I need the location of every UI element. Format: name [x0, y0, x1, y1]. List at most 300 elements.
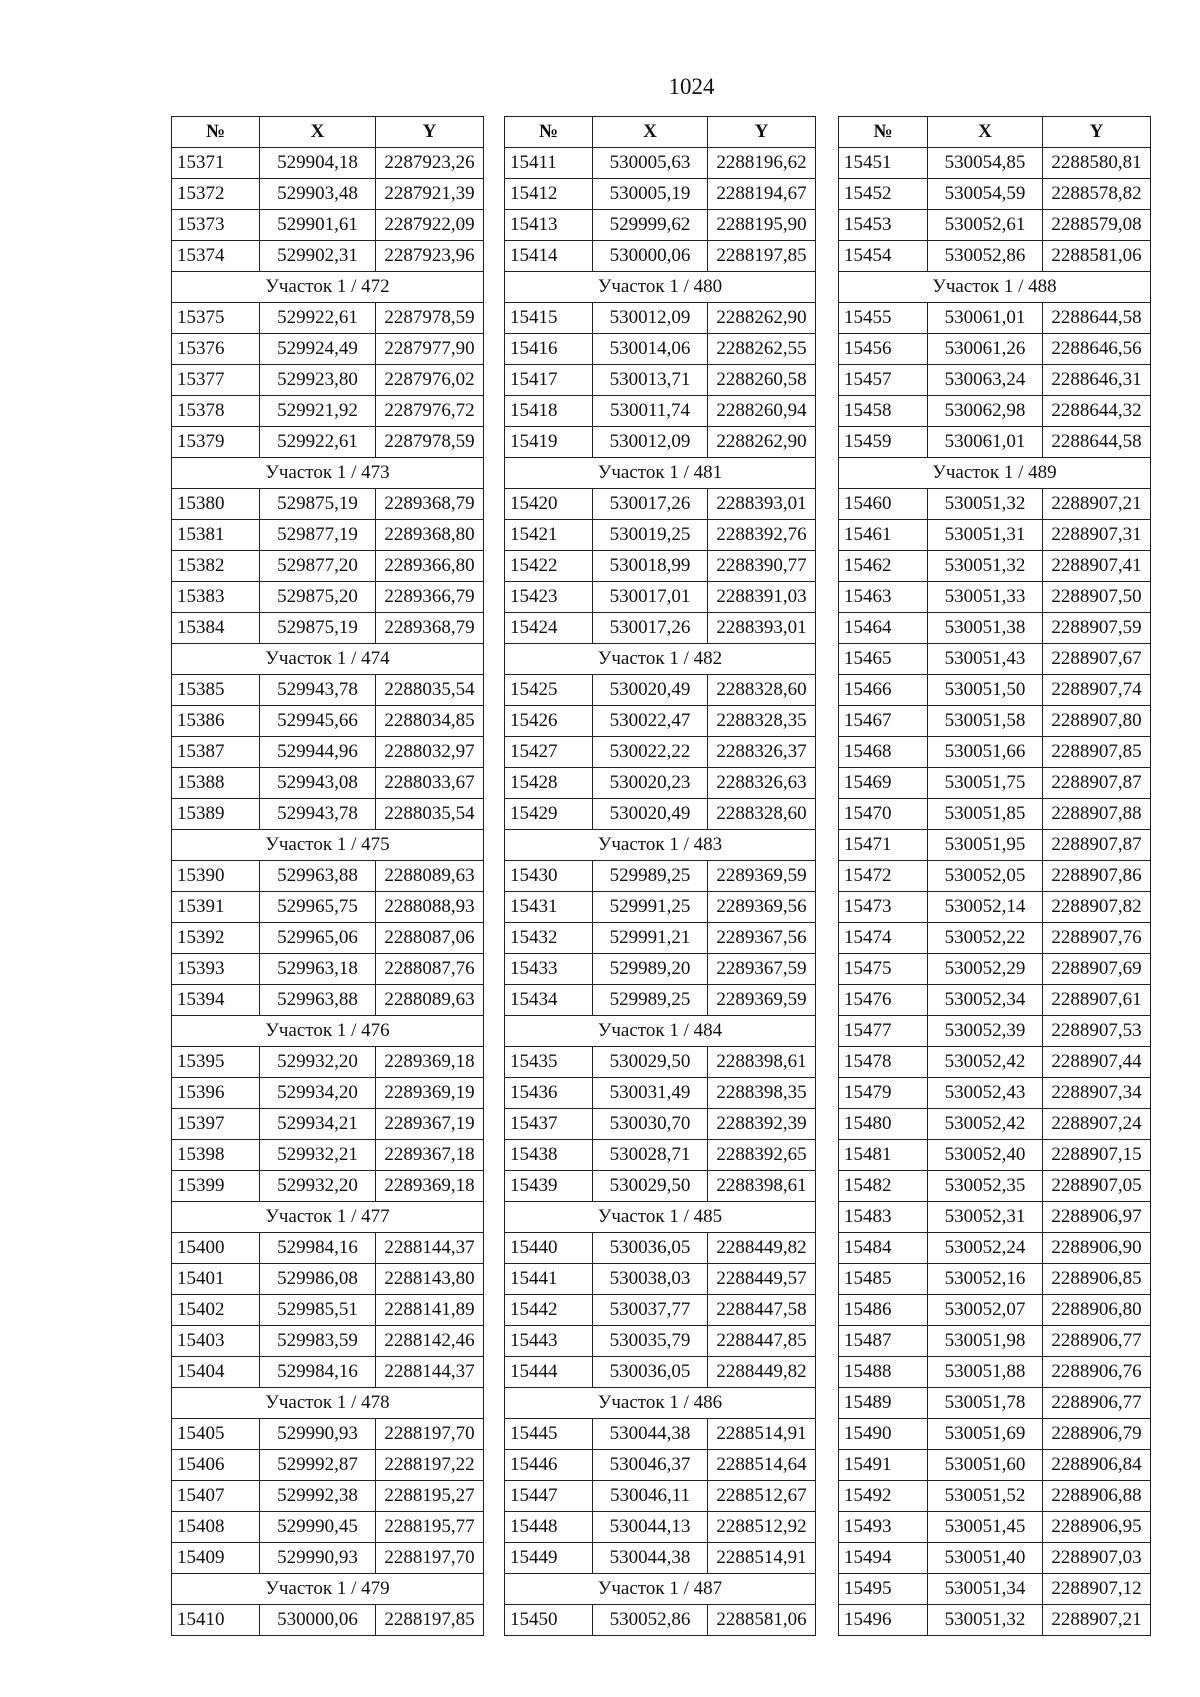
x-coordinate-cell: 530051,31: [928, 520, 1043, 551]
section-row: [505, 1202, 816, 1233]
table-row: [505, 1481, 816, 1512]
point-number-cell: 15425: [505, 675, 593, 706]
y-coordinate-cell: 2289368,80: [376, 520, 484, 551]
x-coordinate-cell: 530014,06: [593, 334, 708, 365]
point-number-cell: 15381: [172, 520, 260, 551]
x-coordinate-cell: 529963,88: [260, 861, 376, 892]
y-coordinate-cell: 2288907,31: [1043, 520, 1151, 551]
point-number-cell: 15427: [505, 737, 593, 768]
y-coordinate-cell: 2288393,01: [708, 489, 816, 520]
y-coordinate-cell: 2289367,56: [708, 923, 816, 954]
point-number-cell: 15429: [505, 799, 593, 830]
x-coordinate-cell: 530051,52: [928, 1481, 1043, 1512]
x-coordinate-cell: 530054,59: [928, 179, 1043, 210]
x-coordinate-cell: 529943,78: [260, 799, 376, 830]
x-coordinate-cell: 529990,45: [260, 1512, 376, 1543]
x-coordinate-cell: 530051,43: [928, 644, 1043, 675]
y-coordinate-cell: 2289369,56: [708, 892, 816, 923]
section-label: Участок 1 / 481: [505, 458, 816, 489]
y-coordinate-cell: 2288196,62: [708, 148, 816, 179]
table-row: [839, 1109, 1151, 1140]
point-number-cell: 15382: [172, 551, 260, 582]
table-row: [172, 489, 484, 520]
point-number-cell: 15456: [839, 334, 928, 365]
point-number-cell: 15478: [839, 1047, 928, 1078]
table-row: [505, 582, 816, 613]
point-number-cell: 15414: [505, 241, 593, 272]
x-coordinate-cell: 530052,31: [928, 1202, 1043, 1233]
point-number-cell: 15463: [839, 582, 928, 613]
x-coordinate-cell: 529945,66: [260, 706, 376, 737]
point-number-cell: 15474: [839, 923, 928, 954]
y-coordinate-cell: 2288514,91: [708, 1543, 816, 1574]
table-row: [172, 1140, 484, 1171]
point-number-cell: 15494: [839, 1543, 928, 1574]
table-row: [839, 985, 1151, 1016]
point-number-cell: 15482: [839, 1171, 928, 1202]
y-coordinate-cell: 2288907,88: [1043, 799, 1151, 830]
x-coordinate-cell: 530052,43: [928, 1078, 1043, 1109]
point-number-cell: 15420: [505, 489, 593, 520]
point-number-cell: 15457: [839, 365, 928, 396]
x-coordinate-cell: 529903,48: [260, 179, 376, 210]
y-coordinate-cell: 2288907,24: [1043, 1109, 1151, 1140]
y-coordinate-cell: 2288328,60: [708, 799, 816, 830]
point-number-cell: 15433: [505, 954, 593, 985]
section-label: Участок 1 / 472: [172, 272, 484, 303]
point-number-cell: 15397: [172, 1109, 260, 1140]
y-coordinate-cell: 2288907,05: [1043, 1171, 1151, 1202]
x-coordinate-cell: 529875,19: [260, 489, 376, 520]
section-label: Участок 1 / 485: [505, 1202, 816, 1233]
point-number-cell: 15458: [839, 396, 928, 427]
table-row: [172, 334, 484, 365]
x-coordinate-cell: 529990,93: [260, 1419, 376, 1450]
y-coordinate-cell: 2288262,90: [708, 427, 816, 458]
table-row: [839, 489, 1151, 520]
y-coordinate-cell: 2288326,63: [708, 768, 816, 799]
table-row: [505, 1233, 816, 1264]
table-row: [172, 892, 484, 923]
x-coordinate-cell: 530051,60: [928, 1450, 1043, 1481]
y-coordinate-cell: 2288087,06: [376, 923, 484, 954]
x-coordinate-cell: 530052,07: [928, 1295, 1043, 1326]
point-number-cell: 15475: [839, 954, 928, 985]
x-coordinate-cell: 530044,38: [593, 1543, 708, 1574]
x-coordinate-cell: 530029,50: [593, 1047, 708, 1078]
table-row: [172, 582, 484, 613]
section-row: [172, 1202, 484, 1233]
x-coordinate-cell: 529965,75: [260, 892, 376, 923]
table-row: [839, 861, 1151, 892]
table-row: [839, 1078, 1151, 1109]
y-coordinate-cell: 2288906,85: [1043, 1264, 1151, 1295]
point-number-cell: 15481: [839, 1140, 928, 1171]
x-coordinate-cell: 529875,20: [260, 582, 376, 613]
header-x: X: [928, 117, 1043, 148]
y-coordinate-cell: 2288197,85: [376, 1605, 484, 1636]
y-coordinate-cell: 2288644,32: [1043, 396, 1151, 427]
y-coordinate-cell: 2288141,89: [376, 1295, 484, 1326]
y-coordinate-cell: 2288907,53: [1043, 1016, 1151, 1047]
table-row: [839, 551, 1151, 582]
y-coordinate-cell: 2288195,27: [376, 1481, 484, 1512]
table-row: [172, 768, 484, 799]
point-number-cell: 15436: [505, 1078, 593, 1109]
y-coordinate-cell: 2288392,65: [708, 1140, 816, 1171]
table-row: [505, 396, 816, 427]
section-row: [505, 1388, 816, 1419]
point-number-cell: 15380: [172, 489, 260, 520]
point-number-cell: 15431: [505, 892, 593, 923]
point-number-cell: 15488: [839, 1357, 928, 1388]
header-y: Y: [1043, 117, 1151, 148]
x-coordinate-cell: 530031,49: [593, 1078, 708, 1109]
header-x: X: [593, 117, 708, 148]
section-label: Участок 1 / 487: [505, 1574, 816, 1605]
y-coordinate-cell: 2288906,95: [1043, 1512, 1151, 1543]
x-coordinate-cell: 530052,42: [928, 1109, 1043, 1140]
y-coordinate-cell: 2288260,58: [708, 365, 816, 396]
table-row: [505, 954, 816, 985]
table-row: [505, 1605, 816, 1636]
table-row: [839, 1605, 1151, 1636]
point-number-cell: 15465: [839, 644, 928, 675]
table-row: [505, 1450, 816, 1481]
table-row: [505, 923, 816, 954]
x-coordinate-cell: 529999,62: [593, 210, 708, 241]
x-coordinate-cell: 530044,38: [593, 1419, 708, 1450]
x-coordinate-cell: 529965,06: [260, 923, 376, 954]
y-coordinate-cell: 2289367,59: [708, 954, 816, 985]
table-row: [505, 675, 816, 706]
table-row: [505, 1171, 816, 1202]
point-number-cell: 15374: [172, 241, 260, 272]
x-coordinate-cell: 530052,61: [928, 210, 1043, 241]
x-coordinate-cell: 529943,08: [260, 768, 376, 799]
y-coordinate-cell: 2288144,37: [376, 1233, 484, 1264]
section-row: [839, 272, 1151, 303]
y-coordinate-cell: 2289368,79: [376, 613, 484, 644]
section-row: [505, 830, 816, 861]
y-coordinate-cell: 2288197,22: [376, 1450, 484, 1481]
y-coordinate-cell: 2288907,87: [1043, 830, 1151, 861]
section-row: [839, 458, 1151, 489]
section-row: [172, 1016, 484, 1047]
header-number: №: [839, 117, 928, 148]
point-number-cell: 15419: [505, 427, 593, 458]
point-number-cell: 15468: [839, 737, 928, 768]
table-row: [839, 830, 1151, 861]
y-coordinate-cell: 2289366,79: [376, 582, 484, 613]
table-row: [505, 1512, 816, 1543]
y-coordinate-cell: 2288906,80: [1043, 1295, 1151, 1326]
y-coordinate-cell: 2288581,06: [708, 1605, 816, 1636]
x-coordinate-cell: 530054,85: [928, 148, 1043, 179]
section-row: [505, 458, 816, 489]
x-coordinate-cell: 529989,25: [593, 861, 708, 892]
x-coordinate-cell: 530020,49: [593, 675, 708, 706]
x-coordinate-cell: 530061,26: [928, 334, 1043, 365]
point-number-cell: 15393: [172, 954, 260, 985]
y-coordinate-cell: 2287923,26: [376, 148, 484, 179]
point-number-cell: 15471: [839, 830, 928, 861]
x-coordinate-cell: 529875,19: [260, 613, 376, 644]
x-coordinate-cell: 529990,93: [260, 1543, 376, 1574]
y-coordinate-cell: 2288906,77: [1043, 1326, 1151, 1357]
x-coordinate-cell: 529944,96: [260, 737, 376, 768]
x-coordinate-cell: 530052,35: [928, 1171, 1043, 1202]
table-row: [505, 985, 816, 1016]
section-row: [172, 272, 484, 303]
table-row: [505, 613, 816, 644]
x-coordinate-cell: 530052,24: [928, 1233, 1043, 1264]
table-row: [839, 582, 1151, 613]
y-coordinate-cell: 2288326,37: [708, 737, 816, 768]
x-coordinate-cell: 530000,06: [593, 241, 708, 272]
y-coordinate-cell: 2288398,61: [708, 1047, 816, 1078]
table-row: [172, 396, 484, 427]
table-row: [839, 892, 1151, 923]
y-coordinate-cell: 2288906,90: [1043, 1233, 1151, 1264]
table-row: [505, 1357, 816, 1388]
y-coordinate-cell: 2288512,92: [708, 1512, 816, 1543]
x-coordinate-cell: 529921,92: [260, 396, 376, 427]
table-row: [505, 241, 816, 272]
x-coordinate-cell: 530051,38: [928, 613, 1043, 644]
table-row: [839, 1295, 1151, 1326]
x-coordinate-cell: 530029,50: [593, 1171, 708, 1202]
table-row: [839, 520, 1151, 551]
x-coordinate-cell: 530052,05: [928, 861, 1043, 892]
y-coordinate-cell: 2289369,59: [708, 861, 816, 892]
y-coordinate-cell: 2288907,86: [1043, 861, 1151, 892]
y-coordinate-cell: 2288907,76: [1043, 923, 1151, 954]
table-row: [839, 1512, 1151, 1543]
y-coordinate-cell: 2289367,18: [376, 1140, 484, 1171]
y-coordinate-cell: 2287976,02: [376, 365, 484, 396]
point-number-cell: 15391: [172, 892, 260, 923]
section-label: Участок 1 / 477: [172, 1202, 484, 1233]
table-row: [172, 1543, 484, 1574]
table-row: [172, 1078, 484, 1109]
point-number-cell: 15378: [172, 396, 260, 427]
y-coordinate-cell: 2288144,37: [376, 1357, 484, 1388]
point-number-cell: 15371: [172, 148, 260, 179]
x-coordinate-cell: 530013,71: [593, 365, 708, 396]
point-number-cell: 15451: [839, 148, 928, 179]
point-number-cell: 15440: [505, 1233, 593, 1264]
coordinate-table-3: [838, 116, 1151, 1636]
x-coordinate-cell: 529991,21: [593, 923, 708, 954]
y-coordinate-cell: 2288907,03: [1043, 1543, 1151, 1574]
x-coordinate-cell: 529901,61: [260, 210, 376, 241]
x-coordinate-cell: 530012,09: [593, 303, 708, 334]
x-coordinate-cell: 529992,87: [260, 1450, 376, 1481]
point-number-cell: 15417: [505, 365, 593, 396]
point-number-cell: 15454: [839, 241, 928, 272]
y-coordinate-cell: 2288195,90: [708, 210, 816, 241]
y-coordinate-cell: 2289368,79: [376, 489, 484, 520]
y-coordinate-cell: 2288390,77: [708, 551, 816, 582]
point-number-cell: 15459: [839, 427, 928, 458]
y-coordinate-cell: 2288262,55: [708, 334, 816, 365]
x-coordinate-cell: 529932,20: [260, 1047, 376, 1078]
x-coordinate-cell: 530012,09: [593, 427, 708, 458]
table-row: [839, 675, 1151, 706]
x-coordinate-cell: 530051,85: [928, 799, 1043, 830]
y-coordinate-cell: 2288644,58: [1043, 303, 1151, 334]
x-coordinate-cell: 530052,34: [928, 985, 1043, 1016]
x-coordinate-cell: 529932,21: [260, 1140, 376, 1171]
x-coordinate-cell: 530036,05: [593, 1233, 708, 1264]
y-coordinate-cell: 2288579,08: [1043, 210, 1151, 241]
table-row: [505, 861, 816, 892]
table-row: [839, 210, 1151, 241]
x-coordinate-cell: 530051,34: [928, 1574, 1043, 1605]
table-row: [172, 1419, 484, 1450]
point-number-cell: 15396: [172, 1078, 260, 1109]
point-number-cell: 15484: [839, 1233, 928, 1264]
point-number-cell: 15408: [172, 1512, 260, 1543]
table-row: [839, 1357, 1151, 1388]
y-coordinate-cell: 2288907,12: [1043, 1574, 1151, 1605]
table-row: [172, 861, 484, 892]
table-row: [839, 1233, 1151, 1264]
point-number-cell: 15385: [172, 675, 260, 706]
y-coordinate-cell: 2288907,87: [1043, 768, 1151, 799]
x-coordinate-cell: 529984,16: [260, 1357, 376, 1388]
point-number-cell: 15399: [172, 1171, 260, 1202]
point-number-cell: 15460: [839, 489, 928, 520]
y-coordinate-cell: 2288644,58: [1043, 427, 1151, 458]
table-row: [839, 396, 1151, 427]
x-coordinate-cell: 529991,25: [593, 892, 708, 923]
x-coordinate-cell: 530061,01: [928, 303, 1043, 334]
point-number-cell: 15448: [505, 1512, 593, 1543]
y-coordinate-cell: 2288262,90: [708, 303, 816, 334]
table-row: [505, 148, 816, 179]
point-number-cell: 15383: [172, 582, 260, 613]
point-number-cell: 15476: [839, 985, 928, 1016]
y-coordinate-cell: 2288393,01: [708, 613, 816, 644]
x-coordinate-cell: 530017,26: [593, 489, 708, 520]
table-row: [505, 737, 816, 768]
y-coordinate-cell: 2288328,35: [708, 706, 816, 737]
header-y: Y: [708, 117, 816, 148]
x-coordinate-cell: 530051,58: [928, 706, 1043, 737]
point-number-cell: 15455: [839, 303, 928, 334]
x-coordinate-cell: 530052,86: [928, 241, 1043, 272]
point-number-cell: 15375: [172, 303, 260, 334]
y-coordinate-cell: 2288035,54: [376, 675, 484, 706]
y-coordinate-cell: 2288581,06: [1043, 241, 1151, 272]
x-coordinate-cell: 529963,18: [260, 954, 376, 985]
y-coordinate-cell: 2287976,72: [376, 396, 484, 427]
section-label: Участок 1 / 476: [172, 1016, 484, 1047]
point-number-cell: 15443: [505, 1326, 593, 1357]
y-coordinate-cell: 2289369,18: [376, 1047, 484, 1078]
x-coordinate-cell: 530063,24: [928, 365, 1043, 396]
point-number-cell: 15464: [839, 613, 928, 644]
table-row: [505, 551, 816, 582]
point-number-cell: 15398: [172, 1140, 260, 1171]
table-row: [172, 1481, 484, 1512]
point-number-cell: 15487: [839, 1326, 928, 1357]
point-number-cell: 15430: [505, 861, 593, 892]
point-number-cell: 15412: [505, 179, 593, 210]
table-row: [172, 985, 484, 1016]
y-coordinate-cell: 2288447,85: [708, 1326, 816, 1357]
x-coordinate-cell: 530051,32: [928, 489, 1043, 520]
x-coordinate-cell: 530061,01: [928, 427, 1043, 458]
section-row: [505, 644, 816, 675]
point-number-cell: 15477: [839, 1016, 928, 1047]
point-number-cell: 15486: [839, 1295, 928, 1326]
table-row: [505, 489, 816, 520]
x-coordinate-cell: 529986,08: [260, 1264, 376, 1295]
point-number-cell: 15413: [505, 210, 593, 241]
point-number-cell: 15418: [505, 396, 593, 427]
y-coordinate-cell: 2288032,97: [376, 737, 484, 768]
table-row: [505, 1078, 816, 1109]
point-number-cell: 15377: [172, 365, 260, 396]
x-coordinate-cell: 530062,98: [928, 396, 1043, 427]
point-number-cell: 15402: [172, 1295, 260, 1326]
y-coordinate-cell: 2288449,82: [708, 1357, 816, 1388]
coordinate-table-2: [504, 116, 816, 1636]
table-row: [172, 1357, 484, 1388]
point-number-cell: 15387: [172, 737, 260, 768]
y-coordinate-cell: 2288907,34: [1043, 1078, 1151, 1109]
x-coordinate-cell: 530020,23: [593, 768, 708, 799]
x-coordinate-cell: 529934,20: [260, 1078, 376, 1109]
point-number-cell: 15439: [505, 1171, 593, 1202]
y-coordinate-cell: 2288328,60: [708, 675, 816, 706]
header-y: Y: [376, 117, 484, 148]
x-coordinate-cell: 529989,20: [593, 954, 708, 985]
y-coordinate-cell: 2288907,21: [1043, 1605, 1151, 1636]
y-coordinate-cell: 2288142,46: [376, 1326, 484, 1357]
point-number-cell: 15445: [505, 1419, 593, 1450]
y-coordinate-cell: 2288143,80: [376, 1264, 484, 1295]
x-coordinate-cell: 529902,31: [260, 241, 376, 272]
x-coordinate-cell: 529877,19: [260, 520, 376, 551]
point-number-cell: 15386: [172, 706, 260, 737]
section-label: Участок 1 / 479: [172, 1574, 484, 1605]
table-row: [839, 427, 1151, 458]
table-row: [505, 768, 816, 799]
table-row: [839, 1388, 1151, 1419]
point-number-cell: 15472: [839, 861, 928, 892]
x-coordinate-cell: 530022,22: [593, 737, 708, 768]
x-coordinate-cell: 529984,16: [260, 1233, 376, 1264]
x-coordinate-cell: 530036,05: [593, 1357, 708, 1388]
point-number-cell: 15470: [839, 799, 928, 830]
y-coordinate-cell: 2288907,69: [1043, 954, 1151, 985]
y-coordinate-cell: 2288087,76: [376, 954, 484, 985]
section-label: Участок 1 / 480: [505, 272, 816, 303]
x-coordinate-cell: 530019,25: [593, 520, 708, 551]
point-number-cell: 15406: [172, 1450, 260, 1481]
table-row: [172, 210, 484, 241]
x-coordinate-cell: 530005,63: [593, 148, 708, 179]
table-row: [839, 954, 1151, 985]
table-row: [172, 520, 484, 551]
table-row: [172, 1326, 484, 1357]
point-number-cell: 15449: [505, 1543, 593, 1574]
point-number-cell: 15428: [505, 768, 593, 799]
